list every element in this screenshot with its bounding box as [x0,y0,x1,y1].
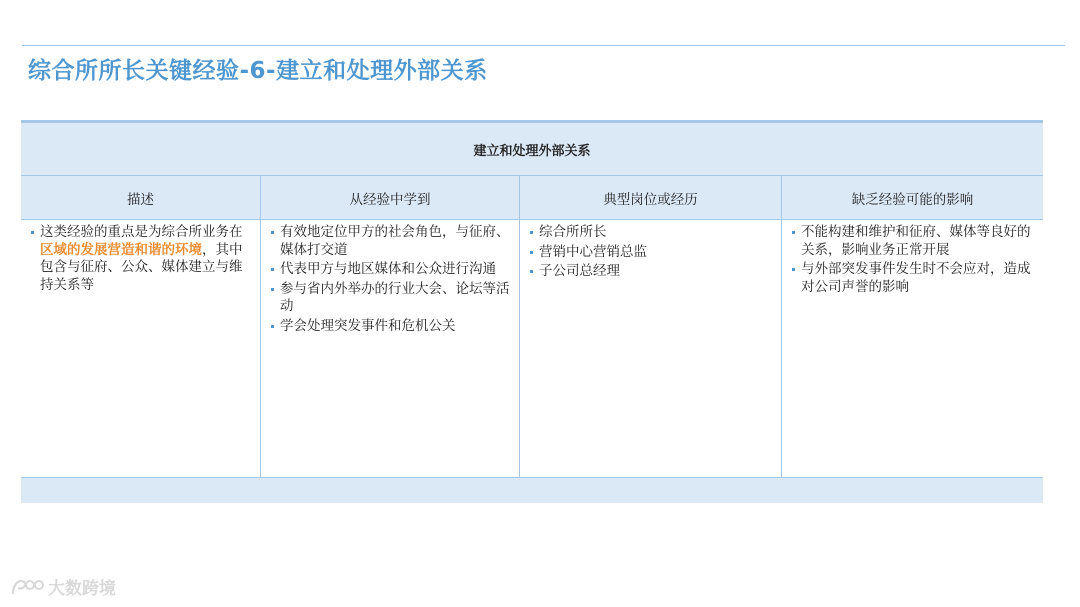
description-text-start: 这类经验的重点是为综合所业务在 [40,224,243,240]
table-header-row [21,176,1043,220]
header-impact: 缺乏经验可能的影响 [781,176,1043,219]
bullet-icon [530,251,533,254]
header-positions: 典型岗位或经历 [519,176,781,219]
list-item [530,224,773,242]
table-row [21,220,1043,478]
header-learned: 从经验中学到 [260,176,519,219]
description-item [31,224,252,294]
list-item [271,318,511,336]
list-item [530,244,773,262]
learned-item-text: 学会处理突发事件和危机公关 [280,317,456,334]
bullet-icon [271,231,274,234]
slide-title: 综合所所长关键经验-6-建立和处理外部关系 [28,58,488,84]
watermark [10,574,116,599]
watermark-text: 大数跨境 [48,579,116,599]
impact-item-text: 不能构建和维护和征府、媒体等良好的关系，影响业务正常开展 [801,224,1031,258]
learned-item-text: 有效地定位甲方的社会角色，与征府、媒体打交道 [280,224,510,258]
learned-item-text: 代表甲方与地区媒体和公众进行沟通 [280,261,496,277]
bullet-icon [271,268,274,271]
experience-table [21,120,1043,501]
list-item [271,261,511,279]
list-item [792,261,1035,296]
list-item [271,281,511,316]
brand-logo-icon [10,576,44,598]
bullet-icon [530,231,533,234]
table-footer-band [21,478,1043,503]
list-item [530,263,773,281]
bullet-icon [530,270,533,273]
list-item [792,224,1035,259]
learned-cell [260,220,519,477]
header-description: 描述 [127,191,154,208]
impact-item-text: 与外部突发事件发生时不会应对，造成对公司声誉的影响 [801,261,1031,295]
description-text-end: ，其中包含与征府、公众、媒体建立与维持关系等 [40,241,243,293]
learned-item-text: 参与省内外举办的行业大会、论坛等活动 [280,280,510,314]
bullet-icon [271,325,274,328]
bullet-icon [792,231,795,234]
position-item-text: 综合所所长 [539,224,607,240]
position-item-text: 营销中心营销总监 [539,243,647,260]
description-cell [21,220,260,477]
position-item-text: 子公司总经理 [539,263,620,279]
top-divider [22,45,1065,46]
description-highlight: 区域的发展营造和谐的环境 [40,241,202,258]
table-title: 建立和处理外部关系 [21,123,1043,176]
bullet-icon [792,268,795,271]
positions-cell [519,220,781,477]
impact-cell [781,220,1043,477]
bullet-icon [31,231,34,234]
list-item [271,224,511,259]
bullet-icon [271,288,274,291]
